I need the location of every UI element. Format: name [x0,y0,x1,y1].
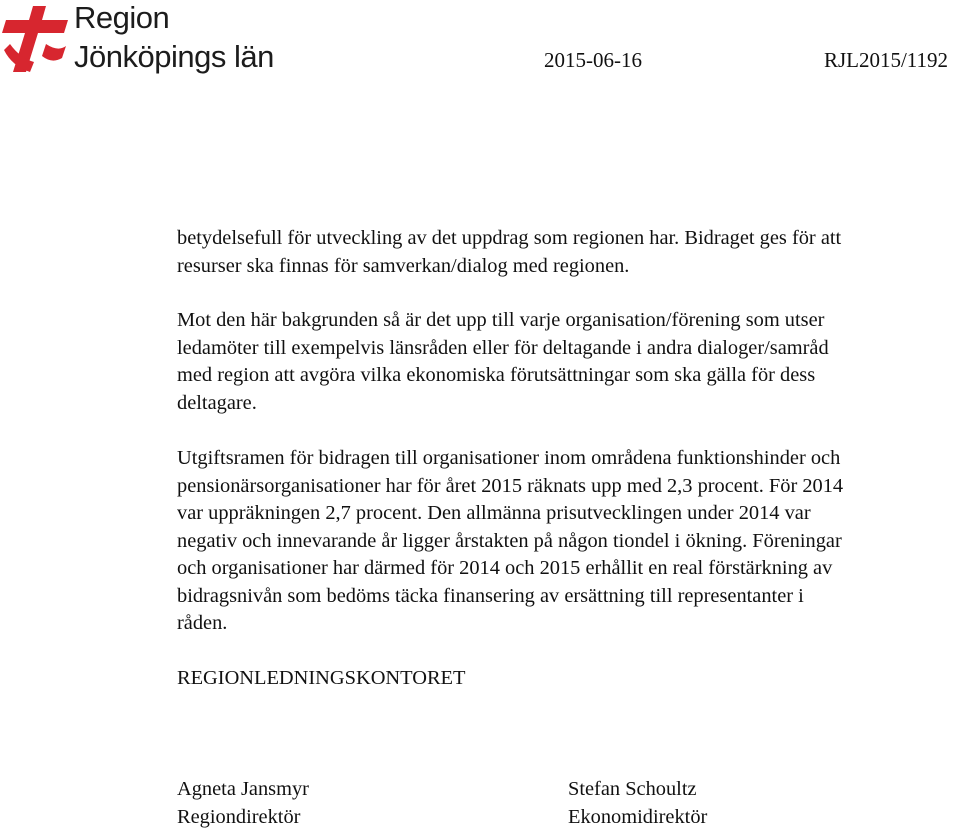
paragraph-2 [177,307,960,417]
document-date: 2015-06-16 [544,48,642,72]
signature-block-left [177,775,309,831]
paragraph-line: var uppräkningen 2,7 procent. Den allmänna prisutvecklingen under 2014 var [177,502,811,524]
signatory-title: Regiondirektör [177,806,301,828]
signatory-name: Stefan Schoultz [568,778,697,800]
paragraph-1 [177,225,960,280]
paragraph-line: bidragsnivån som bedöms täcka finansering av ersättning till representanter i [177,584,804,607]
office-name: REGIONLEDNINGSKONTORET [177,667,466,689]
paragraph-line: råden. [177,612,228,634]
document-reference: RJL2015/1192 [823,48,948,72]
paragraph-line: Utgiftsramen för bidragen till organisationer inom områdena funktionshinder och [177,447,841,469]
signatory-title: Ekonomidirektör [568,806,708,828]
region-logo-mark-icon [2,6,72,72]
signatory-name: Agneta Jansmyr [177,778,309,800]
paragraph-3 [177,445,960,638]
paragraph-line: Mot den här bakgrunden så är det upp till varje organisation/förening som utser [177,309,825,331]
paragraph-line: ledamöter till exempelvis länsråden eller för deltagande i andra dialoger/samråd [177,336,829,359]
logo-name-line-1: Region [74,0,170,35]
paragraph-line: med region att avgöra vilka ekonomiska förutsättningar som ska gälla för dess [177,364,816,386]
logo-name-line-2: Jönköpings län [74,39,274,74]
signature-block-right [568,775,707,831]
paragraph-line: deltagare. [177,391,257,414]
paragraph-line: betydelsefull för utveckling av det uppdrag som regionen har. Bidraget ges för att [177,227,842,249]
paragraph-line: pensionärsorganisationer har för året 2015 räknats upp med 2,3 procent. För 2014 [177,474,844,497]
paragraph-line: resurser ska finnas för samverkan/dialog med regionen. [177,254,630,277]
paragraph-line: negativ och innevarande år ligger årstakten på någon tiondel i ökning. Föreningar [177,529,842,552]
organization-logo [0,0,300,80]
paragraph-line: och organisationer har därmed för 2014 och 2015 erhållit en real förstärkning av [177,557,833,579]
